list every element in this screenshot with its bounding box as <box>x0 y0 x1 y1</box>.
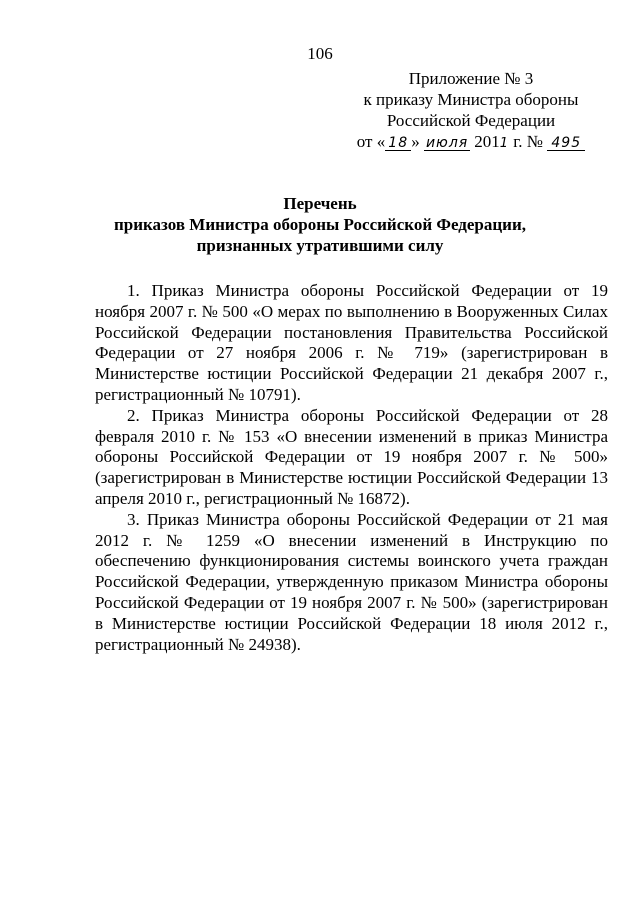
handwritten-month: июля <box>425 135 469 151</box>
title-line-3: признанных утратившими силу <box>196 236 444 255</box>
list-item: 3. Приказ Министра обороны Российской Федерации от 21 мая 2012 г. № 1259 «О внесении изменений в Инструкцию по обеспечению функционирования системы воинского учета граждан Российской Федерации, утвержденную приказом Министра обороны Российской Федерации от 19 ноября 2007 г. № 500» (зарегистрирован в Министерстве юстиции Российской Федерации 18 июля 2012 г., регистрационный № 24938). <box>95 509 608 654</box>
handwritten-day: 18 <box>385 136 411 151</box>
date-quote-close: » <box>411 132 420 151</box>
appendix-order-reference: к приказу Министра обороны <box>363 90 579 109</box>
title-line-1: Перечень <box>283 194 357 213</box>
appendix-header <box>340 68 602 152</box>
appendix-title: Приложение № 3 <box>408 69 534 88</box>
year-suffix: г. № <box>508 132 544 151</box>
appendix-date-line <box>340 131 602 152</box>
handwritten-order-number: 495 <box>547 136 585 151</box>
list-item: 2. Приказ Министра обороны Российской Федерации от 28 февраля 2010 г. № 153 «О внесении изменений в приказ Министра обороны Российской Федерации от 19 ноября 2007 г. № 500» (зарегистрирован в Министерстве юстиции Российской Федерации 13 апреля 2010 г., регистрационный № 16872). <box>95 405 608 508</box>
page-number: 106 <box>307 44 333 63</box>
handwritten-year-digit: 1 <box>499 136 509 151</box>
document-title <box>80 193 560 256</box>
list-item: 1. Приказ Министра обороны Российской Федерации от 19 ноября 2007 г. № 500 «О мерах по выполнению в Вооруженных Силах Российской Федерации постановления Правительства Российской Федерации от 27 ноября 2006 г. № 719» (зарегистрирован в Министерстве юстиции Российской Федерации 21 декабря 2007 г., регистрационный № 10791). <box>95 281 608 404</box>
appendix-organization: Российской Федерации <box>386 111 556 130</box>
document-body <box>95 281 608 655</box>
title-line-2: приказов Министра обороны Российской Федерации, <box>113 215 527 234</box>
year-prefix: 201 <box>474 132 500 151</box>
date-prefix: от « <box>356 132 386 151</box>
